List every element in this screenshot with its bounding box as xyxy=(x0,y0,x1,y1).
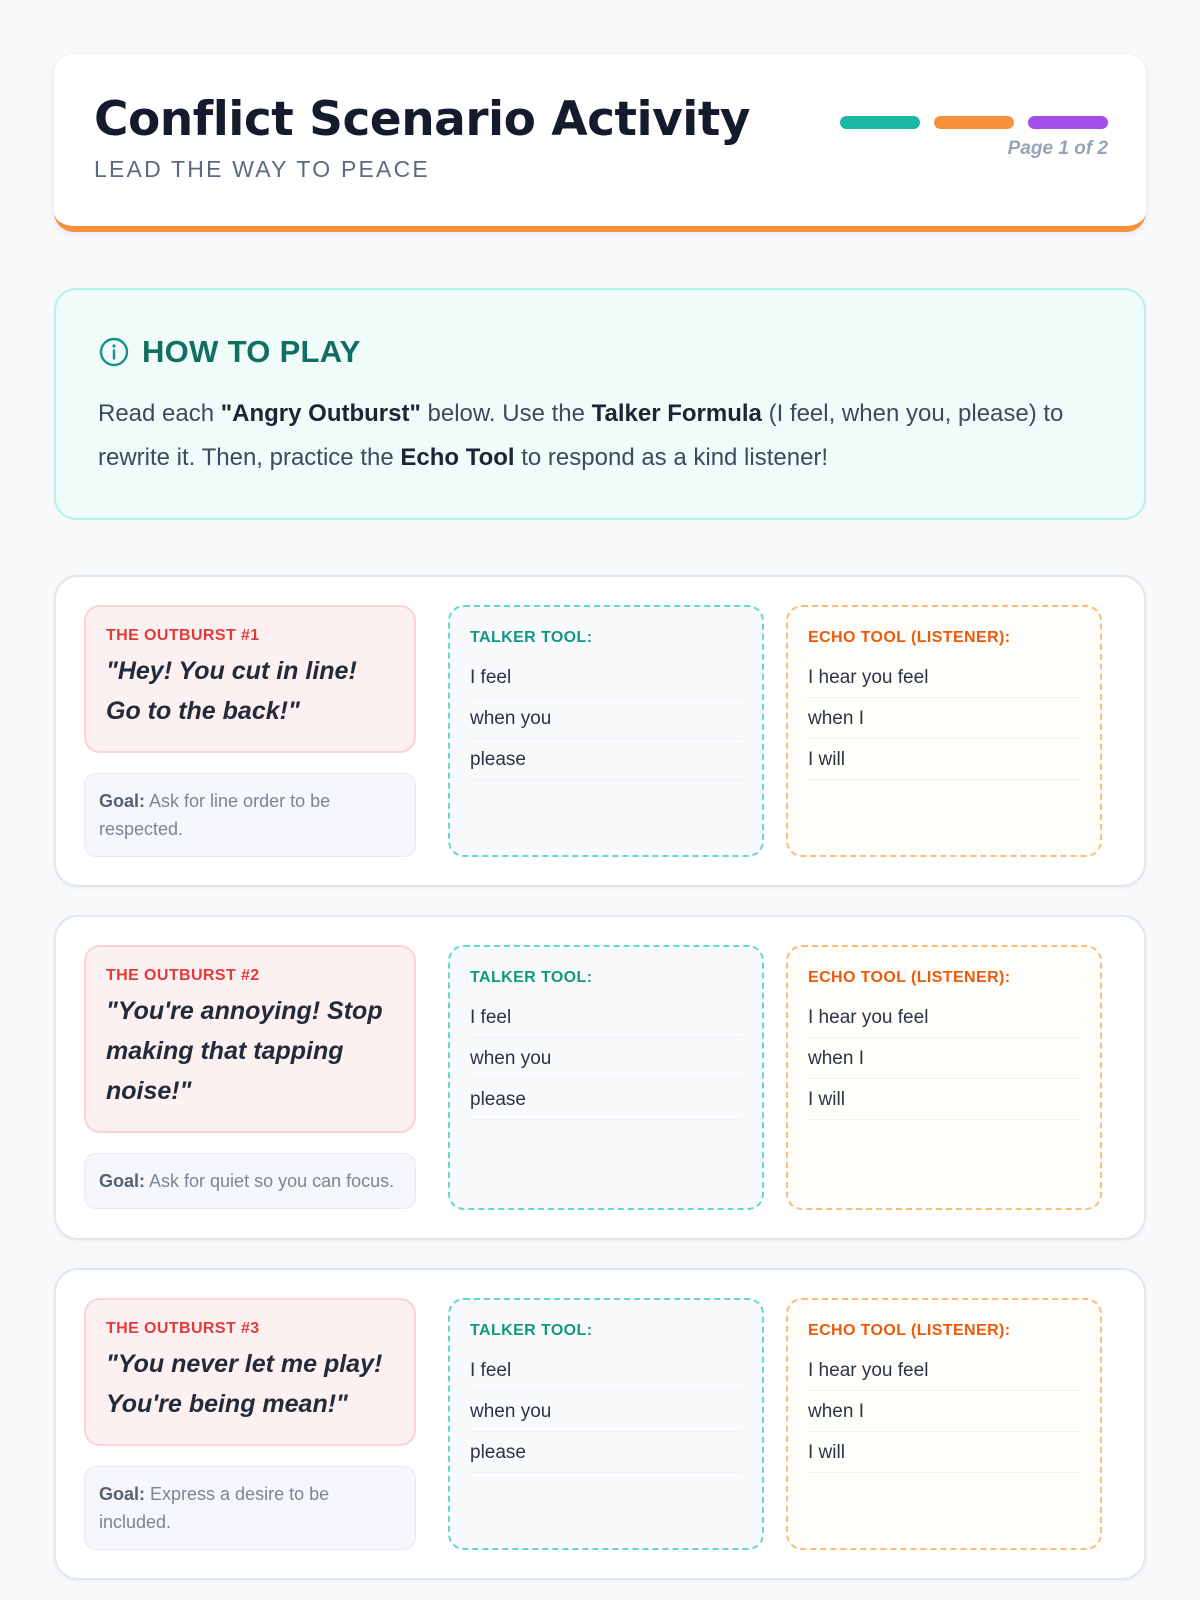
outburst-label: THE OUTBURST #1 xyxy=(106,627,260,644)
echo-prompt-i-will: I will xyxy=(808,1432,1080,1473)
echo-tool-box xyxy=(786,945,1102,1210)
instructions-emphasis: "Angry Outburst" xyxy=(220,400,421,427)
talker-tool-box xyxy=(448,945,764,1210)
goal-label: Goal: xyxy=(99,1171,146,1191)
outburst-column xyxy=(84,945,416,1209)
talker-prompt-i-feel: I feel xyxy=(470,997,742,1038)
how-to-play-card xyxy=(54,288,1146,520)
page-title: Conflict Scenario Activity xyxy=(94,92,750,147)
echo-tool-label: ECHO TOOL (LISTENER): xyxy=(808,969,1011,986)
talker-prompt-when-you: when you xyxy=(470,1391,742,1432)
talker-tool-box xyxy=(448,1298,764,1550)
talker-prompt-please: please xyxy=(470,739,742,780)
outburst-column xyxy=(84,605,416,857)
outburst-box xyxy=(84,945,416,1133)
instructions-emphasis: Echo Tool xyxy=(400,444,515,471)
scenario-card-1 xyxy=(54,575,1146,887)
echo-tool-label: ECHO TOOL (LISTENER): xyxy=(808,1322,1011,1339)
talker-prompt-please: please xyxy=(470,1079,742,1120)
goal-box xyxy=(84,1466,416,1550)
instructions-emphasis: Talker Formula xyxy=(591,400,762,427)
talker-prompt-when-you: when you xyxy=(470,1038,742,1079)
instructions-text: Read each xyxy=(98,400,221,427)
goal-text: Ask for quiet so you can focus. xyxy=(145,1171,395,1191)
talker-tool-label: TALKER TOOL: xyxy=(470,969,593,986)
echo-prompt-when-i: when I xyxy=(808,1038,1080,1079)
echo-prompt-i-hear-you-feel: I hear you feel xyxy=(808,1350,1080,1391)
color-bar-teal xyxy=(840,116,920,129)
echo-prompt-i-will: I will xyxy=(808,1079,1080,1120)
how-to-play-heading xyxy=(98,334,361,370)
talker-prompt-i-feel: I feel xyxy=(470,1350,742,1391)
instructions-text: below. Use the xyxy=(420,400,592,427)
echo-prompt-when-i: when I xyxy=(808,698,1080,739)
talker-prompt-i-feel: I feel xyxy=(470,657,742,698)
echo-prompt-i-hear-you-feel: I hear you feel xyxy=(808,657,1080,698)
echo-tool-box xyxy=(786,605,1102,857)
how-to-play-title: HOW TO PLAY xyxy=(142,334,361,369)
info-icon xyxy=(98,336,130,368)
outburst-quote: "You never let me play! You're being mean!" xyxy=(106,1350,383,1418)
how-to-play-instructions xyxy=(98,392,1108,480)
talker-prompt-when-you: when you xyxy=(470,698,742,739)
goal-label: Goal: xyxy=(99,1484,146,1504)
echo-tool-label: ECHO TOOL (LISTENER): xyxy=(808,629,1011,646)
outburst-box xyxy=(84,605,416,753)
outburst-label: THE OUTBURST #3 xyxy=(106,1320,260,1337)
scenario-card-2 xyxy=(54,915,1146,1240)
echo-tool-box xyxy=(786,1298,1102,1550)
goal-label: Goal: xyxy=(99,791,146,811)
color-bar-purple xyxy=(1028,116,1108,129)
scenario-card-3 xyxy=(54,1268,1146,1580)
instructions-text: (I feel, when you, please) to rewrite it. Then, practice the xyxy=(98,400,1064,471)
decorative-color-bars xyxy=(840,116,1108,129)
goal-text: Express a desire to be included. xyxy=(99,1484,330,1532)
echo-prompt-when-i: when I xyxy=(808,1391,1080,1432)
talker-tool-box xyxy=(448,605,764,857)
goal-box xyxy=(84,1153,416,1209)
color-bar-orange xyxy=(934,116,1014,129)
page-indicator: Page 1 of 2 xyxy=(1007,138,1108,159)
outburst-quote: "Hey! You cut in line! Go to the back!" xyxy=(106,657,357,725)
outburst-quote: "You're annoying! Stop making that tapping noise!" xyxy=(106,997,383,1105)
goal-box xyxy=(84,773,416,857)
echo-prompt-i-will: I will xyxy=(808,739,1080,780)
outburst-column xyxy=(84,1298,416,1550)
echo-prompt-i-hear-you-feel: I hear you feel xyxy=(808,997,1080,1038)
header-card xyxy=(54,54,1146,232)
goal-text: Ask for line order to be respected. xyxy=(99,791,331,839)
outburst-label: THE OUTBURST #2 xyxy=(106,967,260,984)
talker-tool-label: TALKER TOOL: xyxy=(470,629,593,646)
instructions-text: to respond as a kind listener! xyxy=(514,444,829,471)
talker-tool-label: TALKER TOOL: xyxy=(470,1322,593,1339)
talker-prompt-please: please xyxy=(470,1432,742,1473)
page-subtitle: LEAD THE WAY TO PEACE xyxy=(94,156,430,182)
outburst-box xyxy=(84,1298,416,1446)
